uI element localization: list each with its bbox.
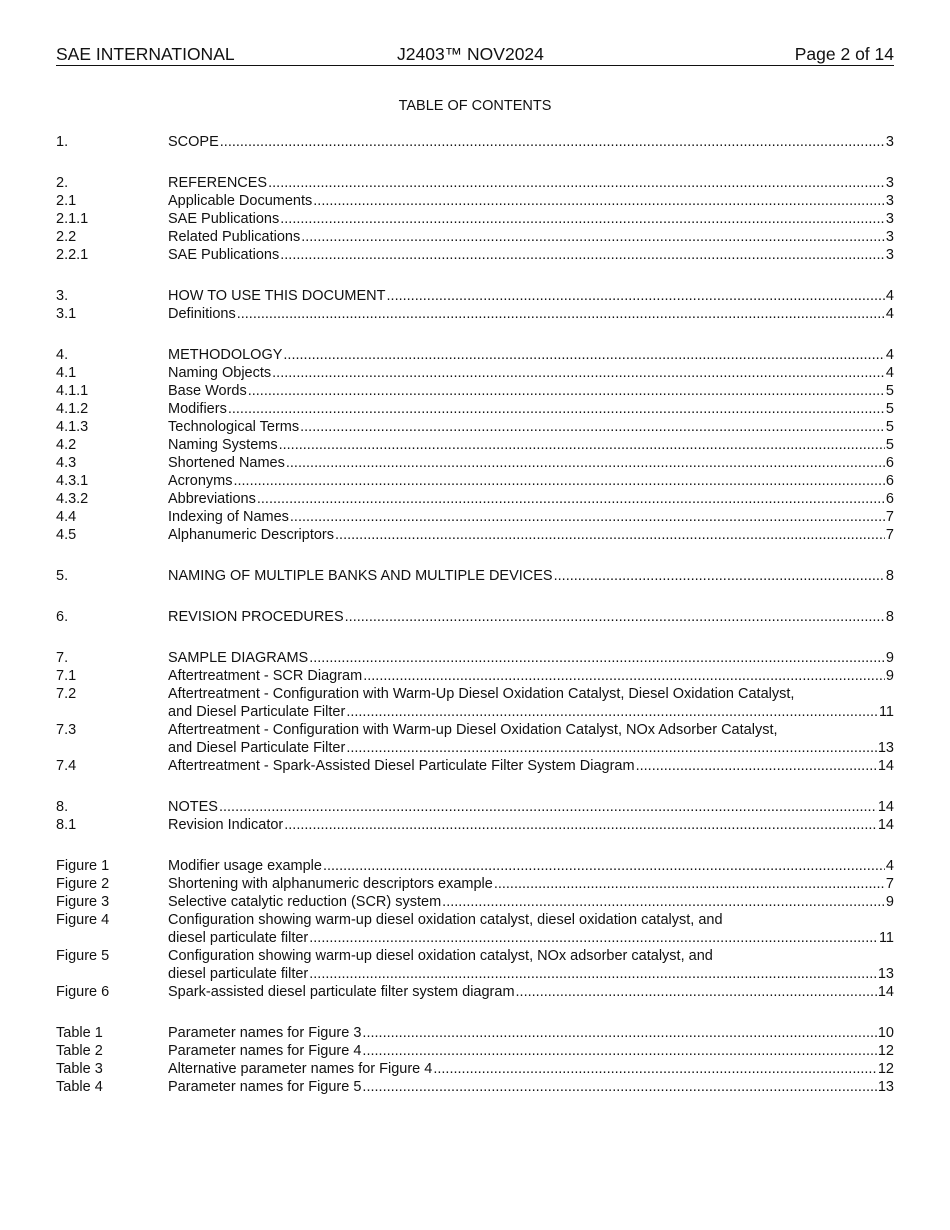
leader-dots	[636, 757, 877, 775]
toc-entry[interactable]	[56, 893, 894, 911]
toc-entry-title: SAMPLE DIAGRAMS	[168, 650, 309, 666]
toc-entry[interactable]	[56, 721, 894, 739]
toc-entry-number: 4.5	[56, 527, 77, 543]
leader-dots	[387, 287, 885, 305]
toc-entry[interactable]	[56, 418, 894, 436]
toc-entry-continuation[interactable]	[56, 965, 894, 983]
toc-entry-title: SCOPE	[168, 134, 219, 150]
leader-dots	[279, 436, 885, 454]
leader-dots	[237, 305, 885, 323]
leader-dots	[554, 567, 885, 585]
toc-entry[interactable]	[56, 1024, 894, 1042]
toc-entry-page: 4	[885, 858, 894, 874]
toc-title: TABLE OF CONTENTS	[398, 98, 552, 114]
leader-dots	[309, 929, 878, 947]
toc-entry[interactable]	[56, 490, 894, 508]
leader-dots	[290, 508, 885, 526]
toc-entry-line	[168, 567, 894, 585]
toc-entry-line	[168, 346, 894, 364]
toc-entry-line	[168, 798, 894, 816]
toc-entry-line	[168, 192, 894, 210]
toc-entry-number: 6.	[56, 609, 69, 625]
leader-dots	[283, 346, 885, 364]
toc-entry-page: 9	[885, 894, 894, 910]
leader-dots	[284, 816, 877, 834]
toc-entry-line	[168, 667, 894, 685]
toc-entry-page: 3	[885, 247, 894, 263]
toc-entry-number: 2.1.1	[56, 211, 89, 227]
toc-entry-title: Spark-assisted diesel particulate filter system diagram	[168, 984, 515, 1000]
toc-entry-number: 7.4	[56, 758, 77, 774]
toc-entry[interactable]	[56, 246, 894, 264]
toc-entry-page: 10	[877, 1025, 894, 1041]
toc-entry[interactable]	[56, 947, 894, 965]
toc-entry-page: 3	[885, 134, 894, 150]
toc-entry-number: 8.	[56, 799, 69, 815]
toc-entry-number: 4.4	[56, 509, 77, 525]
toc-entry-page: 4	[885, 288, 894, 304]
toc-entry-page: 5	[885, 437, 894, 453]
toc-entry-line	[168, 174, 894, 192]
toc-entry-title: Modifier usage example	[168, 858, 322, 874]
leader-dots	[309, 649, 885, 667]
toc-entry-line	[168, 228, 894, 246]
toc-entry[interactable]	[56, 911, 894, 929]
toc-entry[interactable]	[56, 210, 894, 228]
toc-entry[interactable]	[56, 567, 894, 585]
toc-entry-title: Related Publications	[168, 229, 301, 245]
toc-entry-page: 4	[885, 365, 894, 381]
toc-entry-line	[168, 418, 894, 436]
toc-entry-page: 5	[885, 419, 894, 435]
toc-entry-page: 9	[885, 668, 894, 684]
toc-entry-number: Table 3	[56, 1061, 103, 1077]
toc-entry[interactable]	[56, 1042, 894, 1060]
toc-entry-page: 3	[885, 229, 894, 245]
toc-entry-number: 2.2.1	[56, 247, 89, 263]
toc-entry-line	[168, 929, 894, 947]
toc-entry-number: 7.3	[56, 722, 77, 738]
toc-entry-page: 4	[885, 306, 894, 322]
toc-entry-line	[168, 133, 894, 151]
toc-entry[interactable]	[56, 1060, 894, 1078]
toc-entry-line	[168, 608, 894, 626]
toc-entry-number: 8.1	[56, 817, 77, 833]
toc-entry-number: 4.1.2	[56, 401, 89, 417]
toc-entry-line	[168, 472, 894, 490]
toc-entry-title: Parameter names for Figure 3	[168, 1025, 362, 1041]
toc-entry-title: Abbreviations	[168, 491, 256, 507]
header-org: SAE INTERNATIONAL	[56, 44, 235, 64]
leader-dots	[233, 472, 884, 490]
toc-entry-page: 5	[885, 383, 894, 399]
leader-dots	[228, 400, 885, 418]
toc-entry-line	[168, 757, 894, 775]
toc-entry[interactable]	[56, 174, 894, 192]
toc-entry-page: 12	[877, 1043, 894, 1059]
toc-entry-title-line1: Configuration showing warm-up diesel oxidation catalyst, diesel oxidation catalyst, and	[168, 912, 723, 928]
toc-entry-title: and Diesel Particulate Filter	[168, 740, 346, 756]
toc-entry-number: 7.	[56, 650, 69, 666]
toc-entry-number: 1.	[56, 134, 69, 150]
toc-entry-number: Figure 4	[56, 912, 110, 928]
leader-dots	[346, 739, 877, 757]
toc-entry-title-line1: Aftertreatment - Configuration with Warm-up Diesel Oxidation Catalyst, NOx Adsorber Catalyst,	[168, 722, 778, 738]
toc-entry-line	[168, 436, 894, 454]
toc-entry-continuation[interactable]	[56, 703, 894, 721]
leader-dots	[494, 875, 885, 893]
toc-entry-number: Figure 3	[56, 894, 110, 910]
toc-entry[interactable]	[56, 287, 894, 305]
toc-entry-number: Table 4	[56, 1079, 103, 1095]
page-header	[56, 43, 894, 66]
toc-entry-page: 14	[877, 817, 894, 833]
leader-dots	[516, 983, 877, 1001]
toc-entry-line	[168, 382, 894, 400]
toc-entry-title: SAE Publications	[168, 247, 280, 263]
leader-dots	[323, 857, 885, 875]
toc-entry-title: diesel particulate filter	[168, 930, 309, 946]
toc-entry-title: Indexing of Names	[168, 509, 289, 525]
toc-entry[interactable]	[56, 472, 894, 490]
toc-entry-page: 9	[885, 650, 894, 666]
toc-entry[interactable]	[56, 667, 894, 685]
table-of-contents	[56, 133, 894, 1096]
toc-entry-page: 13	[877, 740, 894, 756]
toc-entry[interactable]	[56, 816, 894, 834]
toc-entry[interactable]	[56, 526, 894, 544]
toc-entry-continuation[interactable]	[56, 739, 894, 757]
toc-entry-line	[168, 875, 894, 893]
toc-entry-page: 11	[878, 930, 894, 946]
leader-dots	[286, 454, 885, 472]
toc-entry-title: HOW TO USE THIS DOCUMENT	[168, 288, 386, 304]
leader-dots	[362, 1042, 876, 1060]
toc-entry-title: Parameter names for Figure 4	[168, 1043, 362, 1059]
toc-entry-title: SAE Publications	[168, 211, 280, 227]
toc-entry-title: Aftertreatment - Spark-Assisted Diesel Particulate Filter System Diagram	[168, 758, 635, 774]
header-doc-number: J2403™ NOV2024	[397, 44, 544, 64]
toc-entry-title: Shortening with alphanumeric descriptors example	[168, 876, 493, 892]
toc-entry-page: 3	[885, 193, 894, 209]
toc-entry-line	[168, 210, 894, 228]
toc-entry-page: 8	[885, 609, 894, 625]
toc-entry-page: 5	[885, 401, 894, 417]
toc-entry-number: 4.1.3	[56, 419, 89, 435]
toc-entry-title: Naming Objects	[168, 365, 272, 381]
toc-entry-title: NAMING OF MULTIPLE BANKS AND MULTIPLE DEVICES	[168, 568, 553, 584]
toc-entry-line	[168, 490, 894, 508]
leader-dots	[335, 526, 885, 544]
toc-entry-number: Figure 6	[56, 984, 110, 1000]
toc-entry-line	[168, 508, 894, 526]
toc-entry[interactable]	[56, 857, 894, 875]
toc-entry[interactable]	[56, 685, 894, 703]
toc-entry-number: 5.	[56, 568, 69, 584]
toc-entry[interactable]	[56, 454, 894, 472]
toc-entry-page: 7	[885, 876, 894, 892]
toc-entry-title: Parameter names for Figure 5	[168, 1079, 362, 1095]
toc-entry-title: Applicable Documents	[168, 193, 313, 209]
toc-entry-number: Figure 5	[56, 948, 110, 964]
toc-entry-number: 7.2	[56, 686, 77, 702]
toc-entry-page: 11	[878, 704, 894, 720]
toc-entry-title: Aftertreatment - SCR Diagram	[168, 668, 363, 684]
toc-entry-line	[168, 983, 894, 1001]
leader-dots	[257, 490, 885, 508]
leader-dots	[301, 228, 885, 246]
toc-entry-number: 4.1.1	[56, 383, 89, 399]
toc-entry[interactable]	[56, 1078, 894, 1096]
leader-dots	[362, 1024, 876, 1042]
toc-entry-page: 4	[885, 347, 894, 363]
toc-entry-number: 4.1	[56, 365, 77, 381]
toc-entry[interactable]	[56, 133, 894, 151]
leader-dots	[300, 418, 885, 436]
toc-entry-title: Technological Terms	[168, 419, 300, 435]
toc-entry-page: 14	[877, 799, 894, 815]
toc-entry-page: 7	[885, 509, 894, 525]
toc-entry-line	[168, 400, 894, 418]
toc-entry-line	[168, 816, 894, 834]
toc-entry-number: 3.1	[56, 306, 77, 322]
toc-entry-line	[168, 1042, 894, 1060]
toc-entry-title: Base Words	[168, 383, 247, 399]
toc-entry-title: Acronyms	[168, 473, 233, 489]
toc-entry-page: 3	[885, 211, 894, 227]
toc-entry[interactable]	[56, 608, 894, 626]
toc-entry-number: 4.3.1	[56, 473, 89, 489]
toc-entry-page: 6	[885, 473, 894, 489]
toc-entry[interactable]	[56, 228, 894, 246]
toc-entry[interactable]	[56, 436, 894, 454]
leader-dots	[433, 1060, 877, 1078]
toc-entry-number: Figure 1	[56, 858, 110, 874]
toc-entry-line	[168, 454, 894, 472]
leader-dots	[268, 174, 885, 192]
toc-entry-title-line1: Aftertreatment - Configuration with Warm-Up Diesel Oxidation Catalyst, Diesel Oxidation Catalyst,	[168, 686, 795, 702]
toc-entry-title: REFERENCES	[168, 175, 268, 191]
leader-dots	[313, 192, 885, 210]
toc-entry-title: and Diesel Particulate Filter	[168, 704, 346, 720]
toc-entry-line	[168, 965, 894, 983]
toc-entry-line	[168, 287, 894, 305]
toc-entry-line	[168, 526, 894, 544]
toc-entry-page: 14	[877, 758, 894, 774]
toc-entry-page: 12	[877, 1061, 894, 1077]
toc-entry[interactable]	[56, 757, 894, 775]
toc-entry[interactable]	[56, 875, 894, 893]
toc-entry-line	[168, 1024, 894, 1042]
toc-entry[interactable]	[56, 508, 894, 526]
toc-entry-title: NOTES	[168, 799, 218, 815]
leader-dots	[280, 210, 885, 228]
toc-entry[interactable]	[56, 382, 894, 400]
toc-entry-line	[168, 1060, 894, 1078]
leader-dots	[220, 133, 885, 151]
toc-entry-title: Modifiers	[168, 401, 227, 417]
toc-entry-line	[168, 364, 894, 382]
toc-entry-page: 6	[885, 455, 894, 471]
toc-entry-title: REVISION PROCEDURES	[168, 609, 344, 625]
toc-entry-title: Selective catalytic reduction (SCR) system	[168, 894, 442, 910]
toc-entry-page: 7	[885, 527, 894, 543]
toc-entry-continuation[interactable]	[56, 929, 894, 947]
toc-entry-line	[168, 1078, 894, 1096]
toc-entry-number: 7.1	[56, 668, 77, 684]
toc-entry[interactable]	[56, 649, 894, 667]
toc-entry-number: 3.	[56, 288, 69, 304]
toc-entry-page: 3	[885, 175, 894, 191]
toc-entry-number: 4.3.2	[56, 491, 89, 507]
toc-entry-number: 4.3	[56, 455, 77, 471]
toc-entry-title: diesel particulate filter	[168, 966, 309, 982]
toc-entry-number: 4.	[56, 347, 69, 363]
leader-dots	[346, 703, 878, 721]
toc-entry-title: Revision Indicator	[168, 817, 284, 833]
toc-entry-line	[168, 739, 894, 757]
toc-entry-title: Naming Systems	[168, 437, 278, 453]
toc-entry-line	[168, 857, 894, 875]
toc-entry-title-line1: Configuration showing warm-up diesel oxidation catalyst, NOx adsorber catalyst, and	[168, 948, 713, 964]
toc-entry-number: 2.2	[56, 229, 77, 245]
toc-entry-title: Alternative parameter names for Figure 4	[168, 1061, 433, 1077]
toc-entry-page: 8	[885, 568, 894, 584]
leader-dots	[345, 608, 885, 626]
leader-dots	[248, 382, 885, 400]
leader-dots	[272, 364, 885, 382]
leader-dots	[362, 1078, 876, 1096]
toc-entry[interactable]	[56, 798, 894, 816]
toc-entry-line	[168, 305, 894, 323]
leader-dots	[442, 893, 885, 911]
toc-entry-title: METHODOLOGY	[168, 347, 283, 363]
toc-entry-number: 4.2	[56, 437, 77, 453]
toc-entry[interactable]	[56, 983, 894, 1001]
toc-entry-line	[168, 703, 894, 721]
leader-dots	[280, 246, 885, 264]
leader-dots	[219, 798, 877, 816]
toc-entry-page: 13	[877, 1079, 894, 1095]
toc-entry-page: 6	[885, 491, 894, 507]
toc-entry[interactable]	[56, 400, 894, 418]
toc-entry-number: 2.1	[56, 193, 77, 209]
toc-entry-title: Definitions	[168, 306, 236, 322]
toc-entry-number: Table 2	[56, 1043, 103, 1059]
toc-entry-page: 14	[877, 984, 894, 1000]
toc-entry-line	[168, 893, 894, 911]
toc-entry-number: Table 1	[56, 1025, 103, 1041]
toc-entry-number: Figure 2	[56, 876, 110, 892]
toc-entry-line	[168, 246, 894, 264]
toc-entry-title: Shortened Names	[168, 455, 285, 471]
toc-entry-number: 2.	[56, 175, 69, 191]
toc-entry-line	[168, 649, 894, 667]
toc-entry[interactable]	[56, 364, 894, 382]
leader-dots	[309, 965, 877, 983]
toc-entry-title: Alphanumeric Descriptors	[168, 527, 335, 543]
leader-dots	[363, 667, 885, 685]
header-page-number: Page 2 of 14	[794, 44, 894, 64]
toc-entry-page: 13	[877, 966, 894, 982]
toc-entry[interactable]	[56, 346, 894, 364]
toc-entry[interactable]	[56, 192, 894, 210]
toc-entry[interactable]	[56, 305, 894, 323]
